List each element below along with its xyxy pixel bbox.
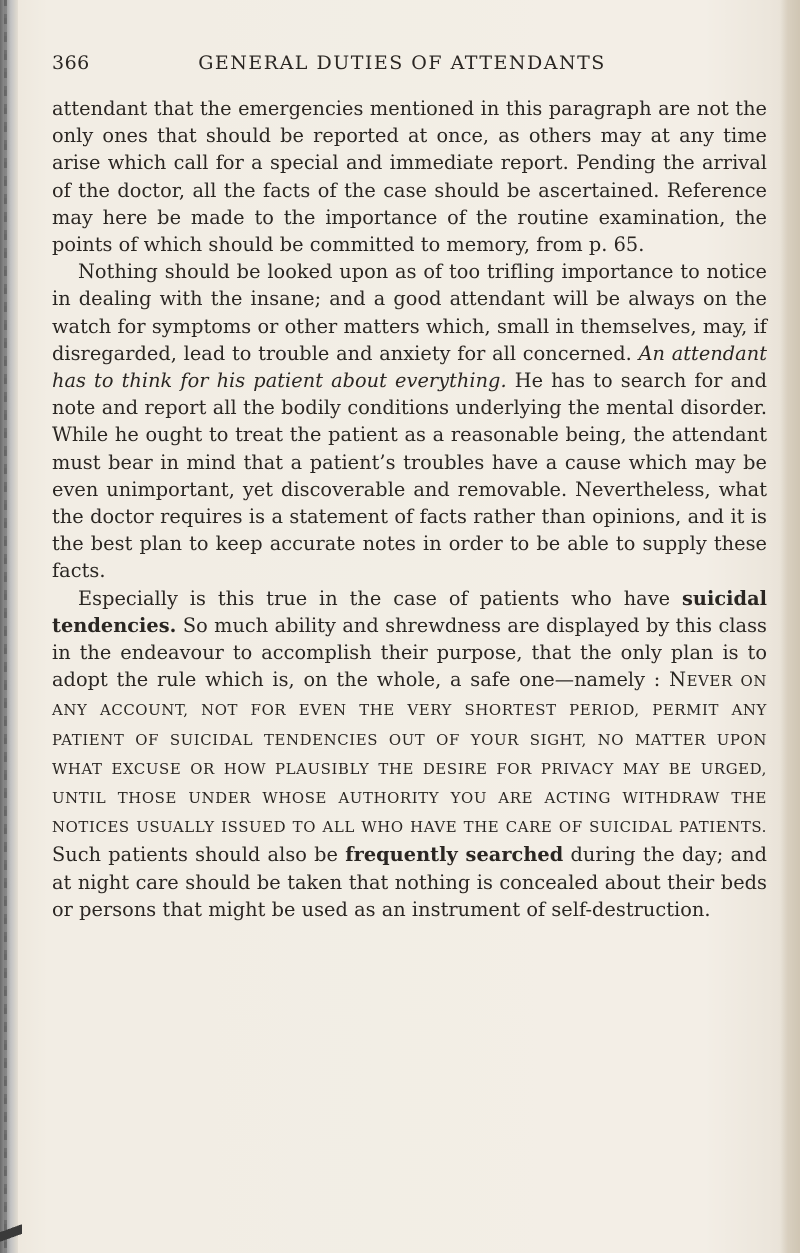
- paragraph-3: [52, 585, 767, 923]
- paragraph-3-text-a: Especially is this true in the case of patients who have: [78, 586, 671, 610]
- running-head-title: GENERAL DUTIES OF ATTENDANTS: [198, 52, 606, 74]
- body-text: [52, 95, 767, 923]
- paragraph-3-text-c: Such patients should also be: [52, 843, 339, 867]
- paragraph-2-italic-text: An attendant has to think for his patient about everything.: [52, 341, 767, 393]
- paragraph-3-rule-initial: N: [669, 668, 687, 692]
- binding-gutter: [0, 0, 18, 1253]
- binding-corner-mark: [0, 1213, 22, 1253]
- paragraph-3-rule-text: EVER ON ANY ACCOUNT, NOT FOR EVEN THE VERY SHORTEST PERIOD, PERMIT ANY PATIENT OF SUICIDAL TENDENCIES OUT OF YOUR SIGHT, NO MATTER UPON WHAT EXCUSE OR HOW PLAUSIBLY THE DESIRE FOR PRIVACY MAY BE URGED, UNTIL THOSE UNDER WHOSE AUTHORITY YOU ARE ACTING WITHDRAW THE NOTICES USUALLY ISSUED TO ALL WHO HAVE THE CARE OF SUICIDAL PATIENTS.: [52, 672, 767, 837]
- paragraph-1-text: attendant that the emergencies mentioned in this paragraph are not the only ones that should be reported at once, as others may at any time arise which call for a special and immediate report. Pending the arrival of the doctor, all the facts of the case should be ascertained. Reference may here be made to the importance of the routine examination, the points of which should be committed to memory, from p. 65.: [52, 97, 767, 257]
- paragraph-3-rule-small-caps: [52, 668, 767, 837]
- paragraph-3-text-d: during the day; and at night care should be taken that nothing is concealed about their beds or persons that might be used as an instrument of self-destruction.: [52, 843, 767, 921]
- paragraph-2-text-b: He has to search for and note and report all the bodily conditions underlying the mental disorder. While he ought to treat the patient as a reasonable being, the attendant must bear in mind that a patient’s troubles have a cause which may be even unimportant, yet discoverable and removable. Nevertheless, what the doctor requires is a statement of facts rather than opinions, and it is the best plan to keep accurate notes in order to be able to supply these facts.: [52, 369, 767, 583]
- page-number: 366: [52, 52, 90, 74]
- running-head: [52, 52, 752, 82]
- paragraph-2: [52, 258, 767, 584]
- paragraph-1: [52, 95, 767, 258]
- paragraph-3-bold-suicidal: suicidal tendencies.: [52, 586, 767, 637]
- paragraph-3-bold-searched: frequently searched: [345, 843, 564, 867]
- paragraph-3-text-b: So much ability and shrewdness are displayed by this class in the endeavour to accomplish their purpose, that the only plan is to adopt the rule which is, on the whole, a safe one—namely :: [52, 613, 767, 692]
- page-edge-shadow: [780, 0, 800, 1253]
- paragraph-2-text-a: Nothing should be looked upon as of too trifling importance to notice in dealing with the insane; and a good attendant will be always on the watch for symptoms or other matters which, small in themselves, may, if disregarded, lead to trouble and anxiety for all concerned.: [52, 260, 767, 365]
